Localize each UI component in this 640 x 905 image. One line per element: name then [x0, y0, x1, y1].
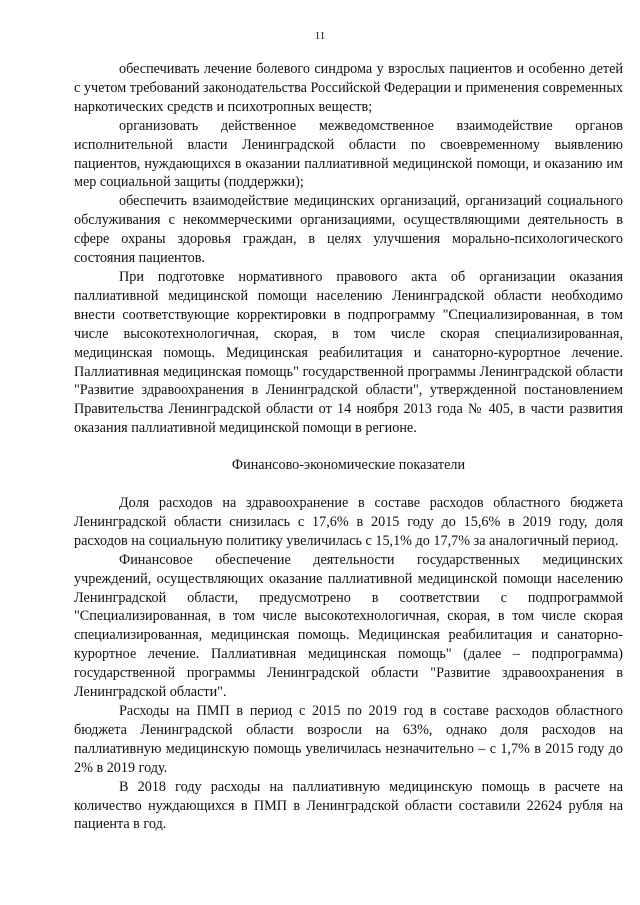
- section-heading: Финансово-экономические показатели: [231, 457, 466, 474]
- paragraph-pain-treatment: обеспечивать лечение болевого синдрома у взрослых пациентов и особенно детей с учетом требований законодательства Российской Федерации и применения современных наркотических средств и психотропных веществ;: [74, 61, 623, 115]
- paragraph-organization-interaction: обеспечить взаимодействие медицинских организаций, организаций социального обслуживания с некоммерческими организациями, осуществляющими деятельность в сфере охраны здоровья граждан, в целях улучшения морально-психологического состояния пациентов.: [74, 193, 623, 267]
- paragraph-budget-share: Доля расходов на здравоохранение в составе расходов областного бюджета Ленинградской области снизилась с 17,6% в 2015 году до 15,6% в 2019 году, доля расходов на социальную политику увеличилась с 15,1% до 17,7% за аналогичный период.: [74, 495, 623, 549]
- page-number: 11: [314, 30, 326, 42]
- paragraph-interagency-cooperation: организовать действенное межведомственное взаимодействие органов исполнительной власти Ленинградской области по своевременному выявлению пациентов, нуждающихся в оказании паллиативной медицинской помощи, и оказанию им мер социальной защиты (поддержки);: [74, 117, 623, 191]
- paragraph-per-patient-cost: В 2018 году расходы на паллиативную медицинскую помощь в расчете на количество нуждающихся в ПМП в Ленинградской области составили 22624 рубля на пациента в год.: [74, 778, 623, 833]
- paragraph-regulatory-act: При подготовке нормативного правового акта об организации оказания паллиативной медицинской помощи населению Ленинградской области необходимо внести соответствующие корректировки в подпрограмму "Специализированная, в том числе высокотехнологичная, скорая, в том числе скорая специализированная, медицинская помощь. Медицинская реабилитация и санаторно-курортное лечение. Паллиативная медицинская помощь" государственной программы Ленинградской области "Развитие здравоохранения в Ленинградской области", утвержденной постановлением Правительства Ленинградской области от 14 ноября 2013 года № 405, в части развития оказания паллиативной медицинской помощи в регионе.: [74, 268, 623, 437]
- paragraph-financial-support: Финансовое обеспечение деятельности государственных медицинских учреждений, осуществляющих оказание паллиативной медицинской помощи населению Ленинградской области, предусмотрено в соответствии с подпрограммой "Специализированная, в том числе высокотехнологичная, скорая, в том числе скорая специализированная, медицинская помощь. Медицинская реабилитация и санаторно-курортное лечение. Паллиативная медицинская помощь" (далее – подпрограмма) государственной программы Ленинградской области "Развитие здравоохранения в Ленинградской области".: [74, 551, 623, 701]
- paragraph-pmp-expenses: Расходы на ПМП в период с 2015 по 2019 год в составе расходов областного бюджета Ленинградской области возросли на 63%, однако доля расходов на паллиативную медицинскую помощь увеличилась незначительно – с 1,7% в 2015 году до 2% в 2019 году.: [74, 703, 623, 776]
- document-body: [74, 60, 623, 834]
